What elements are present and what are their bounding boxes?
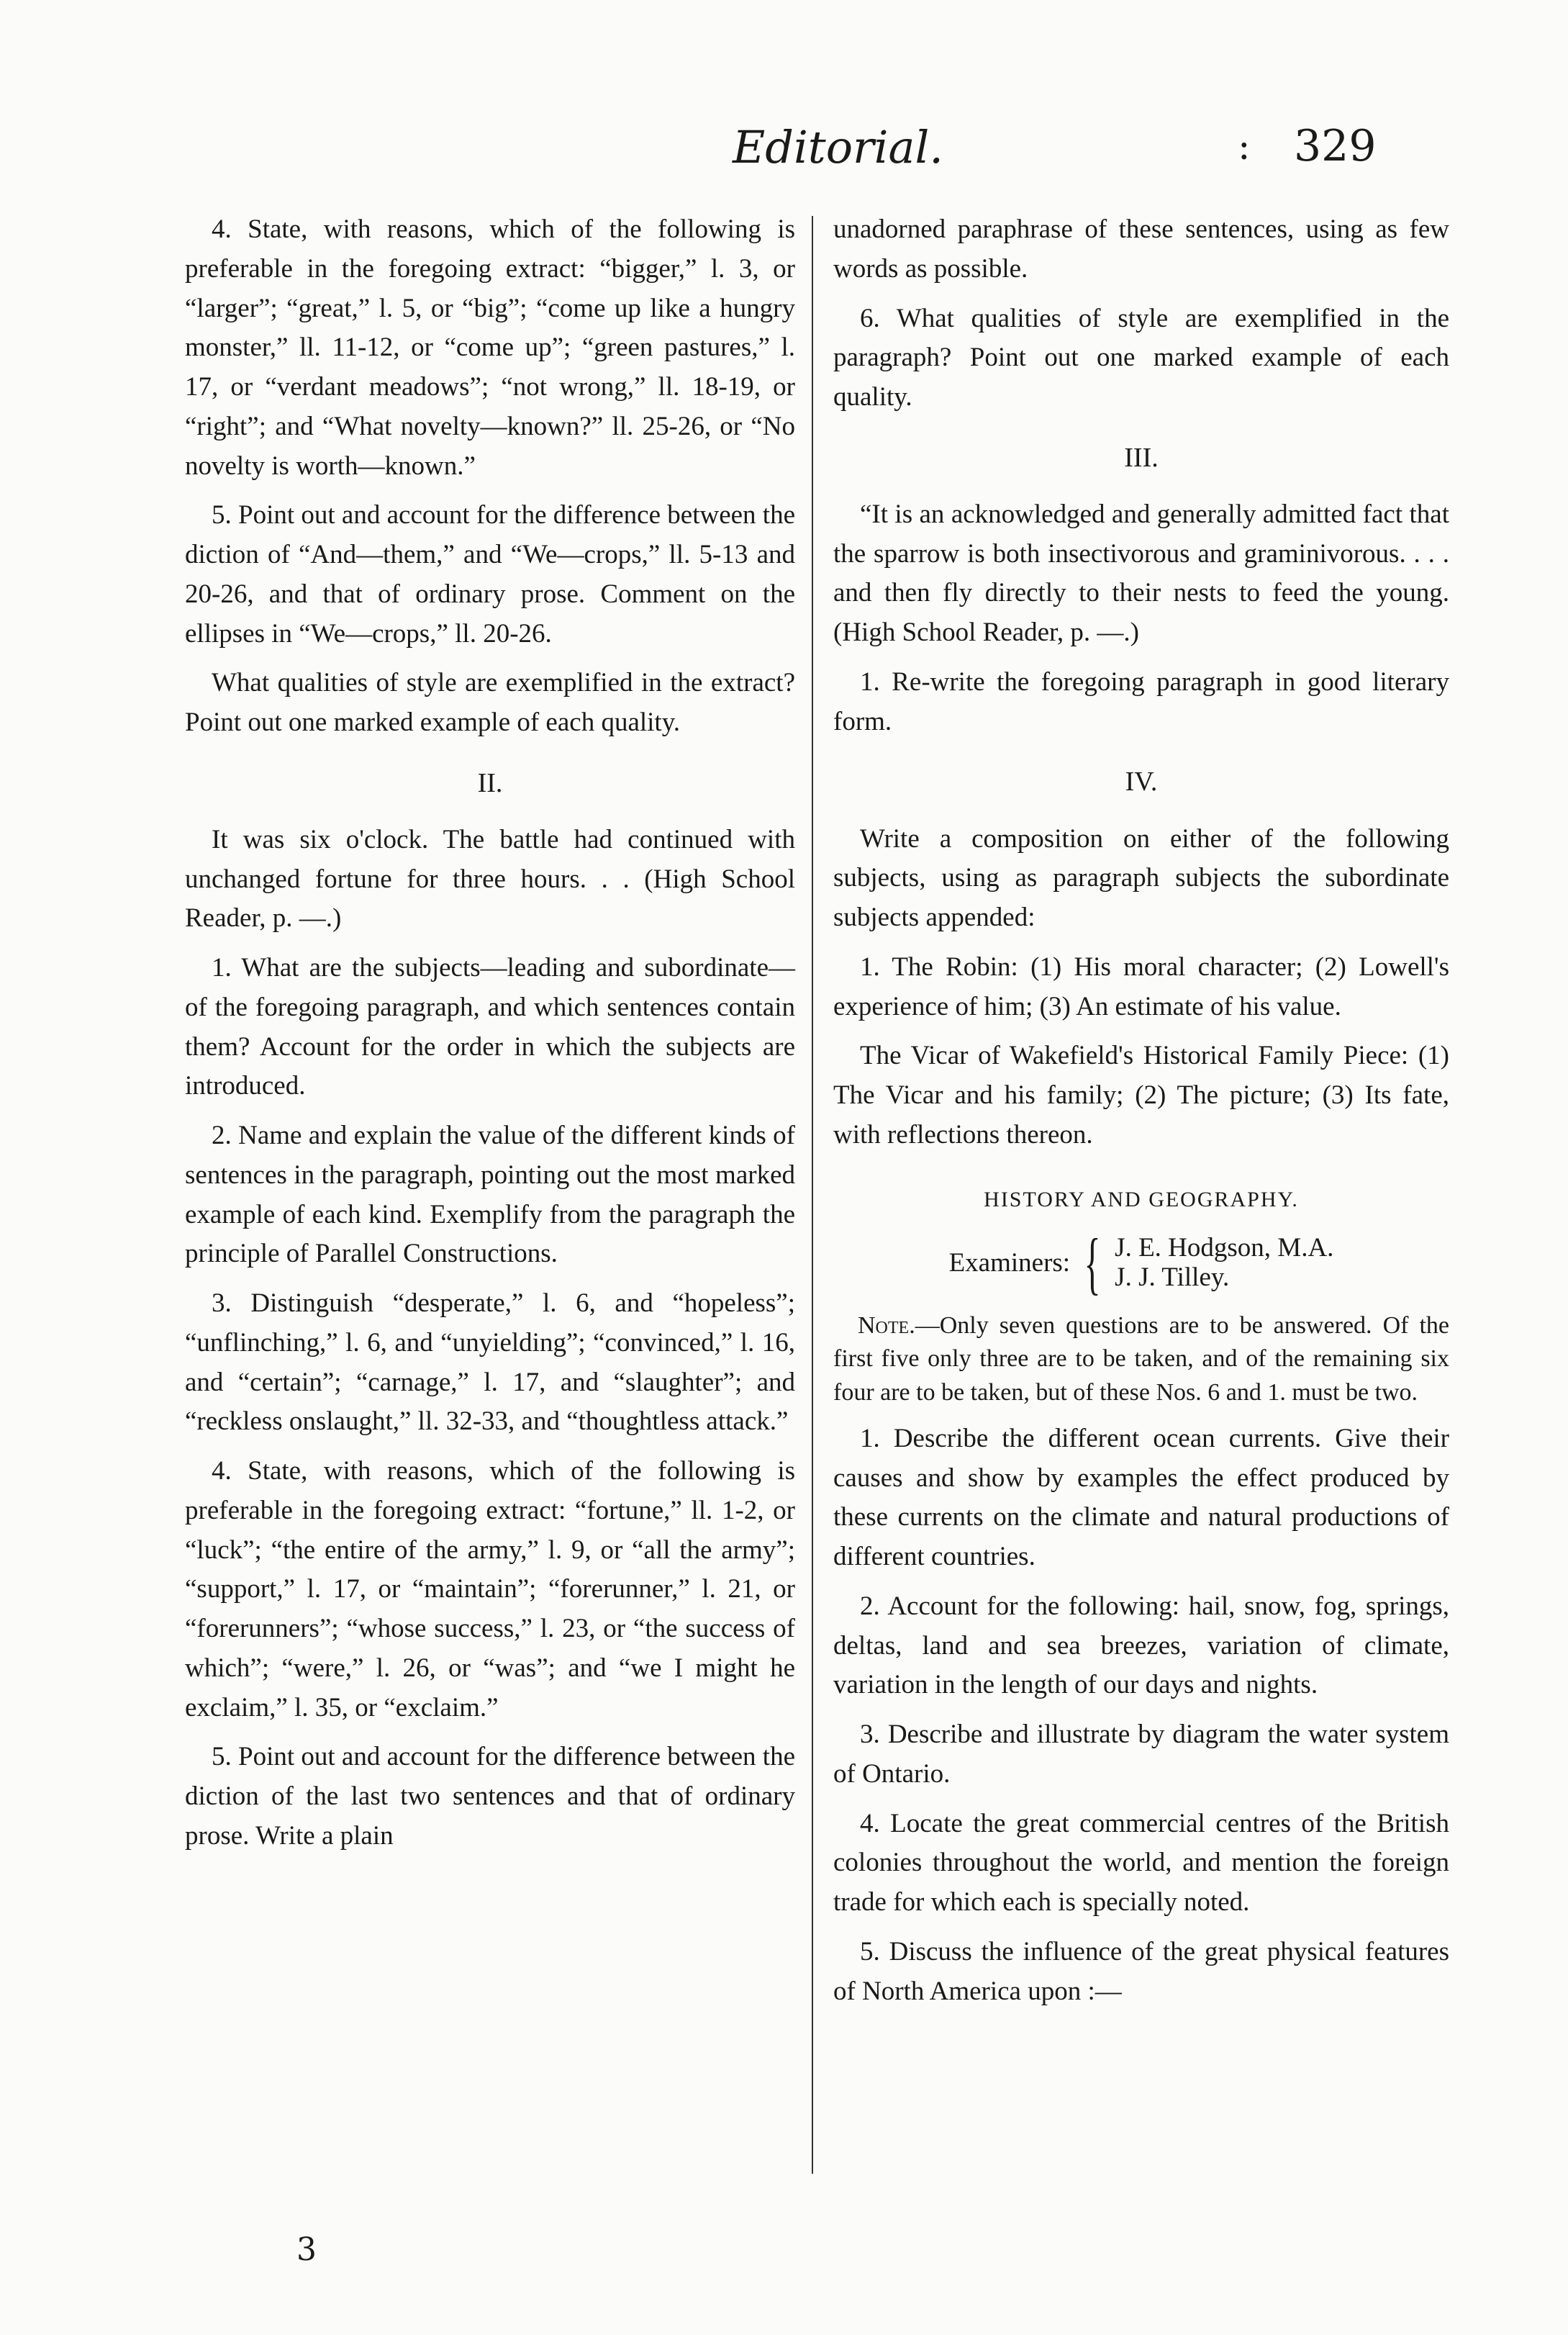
note-label: Note. xyxy=(858,1312,915,1340)
examiner-name: J. J. Tilley. xyxy=(1115,1263,1230,1293)
paragraph: 1. What are the subjects—leading and subordinate—of the foregoing paragraph, and which sentences contain them? Account for the order in which the subjects are introduced. xyxy=(185,953,795,1101)
paragraph: 1. The Robin: (1) His moral character; (2) Lowell's experience of him; (3) An estimate of his value. xyxy=(833,952,1449,1021)
running-colon: : xyxy=(1238,125,1251,168)
history-geography-heading: HISTORY AND GEOGRAPHY. xyxy=(984,1187,1299,1211)
paragraph: 2. Name and explain the value of the different kinds of sentences in the paragraph, pointing out the most marked example of each kind. Exemplify from the paragraph the principle of Parallel Constructions. xyxy=(185,1121,795,1269)
paragraph: unadorned paraphrase of these sentences, using as few words as possible. xyxy=(833,214,1449,284)
note xyxy=(833,1309,1449,1409)
question: 2. Account for the following: hail, snow, fog, springs, deltas, land and sea breezes, variation of climate, variation in the length of our days and nights. xyxy=(833,1591,1449,1700)
paragraph: 5. Point out and account for the difference between the diction of the last two sentences and that of ordinary prose. Write a plain xyxy=(185,1742,795,1851)
paragraph: 4. State, with reasons, which of the following is preferable in the foregoing extract: “fortune,” ll. 1-2, or “luck”; “the entire of the army,” l. 9, or “all the army”; “support,” l. 17, or “maintain”; “forerunner,” l. 21, or “forerunners”; “whose success,” l. 23, or “the success of which”; “were,” l. 26, or “was”; and “we I might he exclaim,” l. 35, or “exclaim.” xyxy=(185,1456,795,1722)
section-heading-ii: II. xyxy=(477,767,503,798)
paragraph: 5. Point out and account for the difference between the diction of “And—them,” and “We—crops,” ll. 5-13 and 20-26, and that of ordinary prose. Comment on the ellipses in “We—crops,” ll. 20-26. xyxy=(185,500,795,649)
left-column xyxy=(185,210,795,1866)
section-heading-iii: III. xyxy=(1124,442,1159,473)
running-head xyxy=(720,121,1439,179)
running-title: Editorial. xyxy=(733,121,943,173)
examiner-name: J. E. Hodgson, M.A. xyxy=(1115,1233,1334,1263)
paragraph: “It is an acknowledged and generally admitted fact that the sparrow is both insectivorous and graminivorous. . . . and then fly directly to their nests to feed the young. (High School Reader, p. —.) xyxy=(833,499,1449,648)
right-column xyxy=(833,210,1449,2021)
note-text: —Only seven questions are to be answered. Of the first five only three are to be taken, and of the remaining six four are to be taken, but of these Nos. 6 and 1. must be two. xyxy=(833,1312,1449,1406)
question: 3. Describe and illustrate by diagram the water system of Ontario. xyxy=(833,1720,1449,1789)
paragraph: 4. State, with reasons, which of the following is preferable in the foregoing extract: “bigger,” l. 3, or “larger”; “great,” l. 5, or “big”; “come up like a hungry monster,” ll. 11-12, or “come up”; “green pastures,” l. 17, or “verdant meadows”; “not wrong,” ll. 18-19, or “right”; and “What novelty—known?” ll. 25-26, or “No novelty is worth—known.” xyxy=(185,214,795,481)
page-number: 329 xyxy=(1294,121,1377,171)
paragraph: The Vicar of Wakefield's Historical Family Piece: (1) The Vicar and his family; (2) The picture; (3) Its fate, with reflections thereon. xyxy=(833,1041,1449,1150)
paragraph: It was six o'clock. The battle had continued with unchanged fortune for three hours. . . (High School Reader, p. —.) xyxy=(185,824,795,934)
section-heading-iv: IV. xyxy=(1125,767,1158,798)
paragraph: 6. What qualities of style are exemplified in the paragraph? Point out one marked example of each quality. xyxy=(833,303,1449,412)
examiner-names xyxy=(1115,1234,1333,1292)
column-rule xyxy=(812,216,813,2174)
question: 5. Discuss the influence of the great physical features of North America upon :— xyxy=(833,1936,1449,2006)
paragraph: 3. Distinguish “desperate,” l. 6, and “hopeless”; “unflinching,” l. 6, and “unyielding”; “convinced,” l. 16, and “certain”; “carnage,” l. 17, and “slaughter”; and “reckless onslaught,” ll. 32-33, and “thoughtless attack.” xyxy=(185,1288,795,1437)
brace-icon: { xyxy=(1084,1224,1101,1302)
question: 4. Locate the great commercial centres of the British colonies throughout the world, and mention the foreign trade for which each is specially noted. xyxy=(833,1808,1449,1918)
signature-mark: 3 xyxy=(296,2231,317,2268)
paragraph: What qualities of style are exemplified in the extract? Point out one marked example of each quality. xyxy=(185,668,795,737)
paragraph: 1. Re-write the foregoing paragraph in good literary form. xyxy=(833,667,1449,736)
paragraph: Write a composition on either of the following subjects, using as paragraph subjects the subordinate subjects appended: xyxy=(833,823,1449,933)
examiners-block xyxy=(833,1224,1449,1302)
examiners-label: Examiners: xyxy=(948,1247,1071,1278)
question: 1. Describe the different ocean currents. Give their causes and show by examples the effect produced by these currents on the climate and natural productions of different countries. xyxy=(833,1423,1449,1572)
